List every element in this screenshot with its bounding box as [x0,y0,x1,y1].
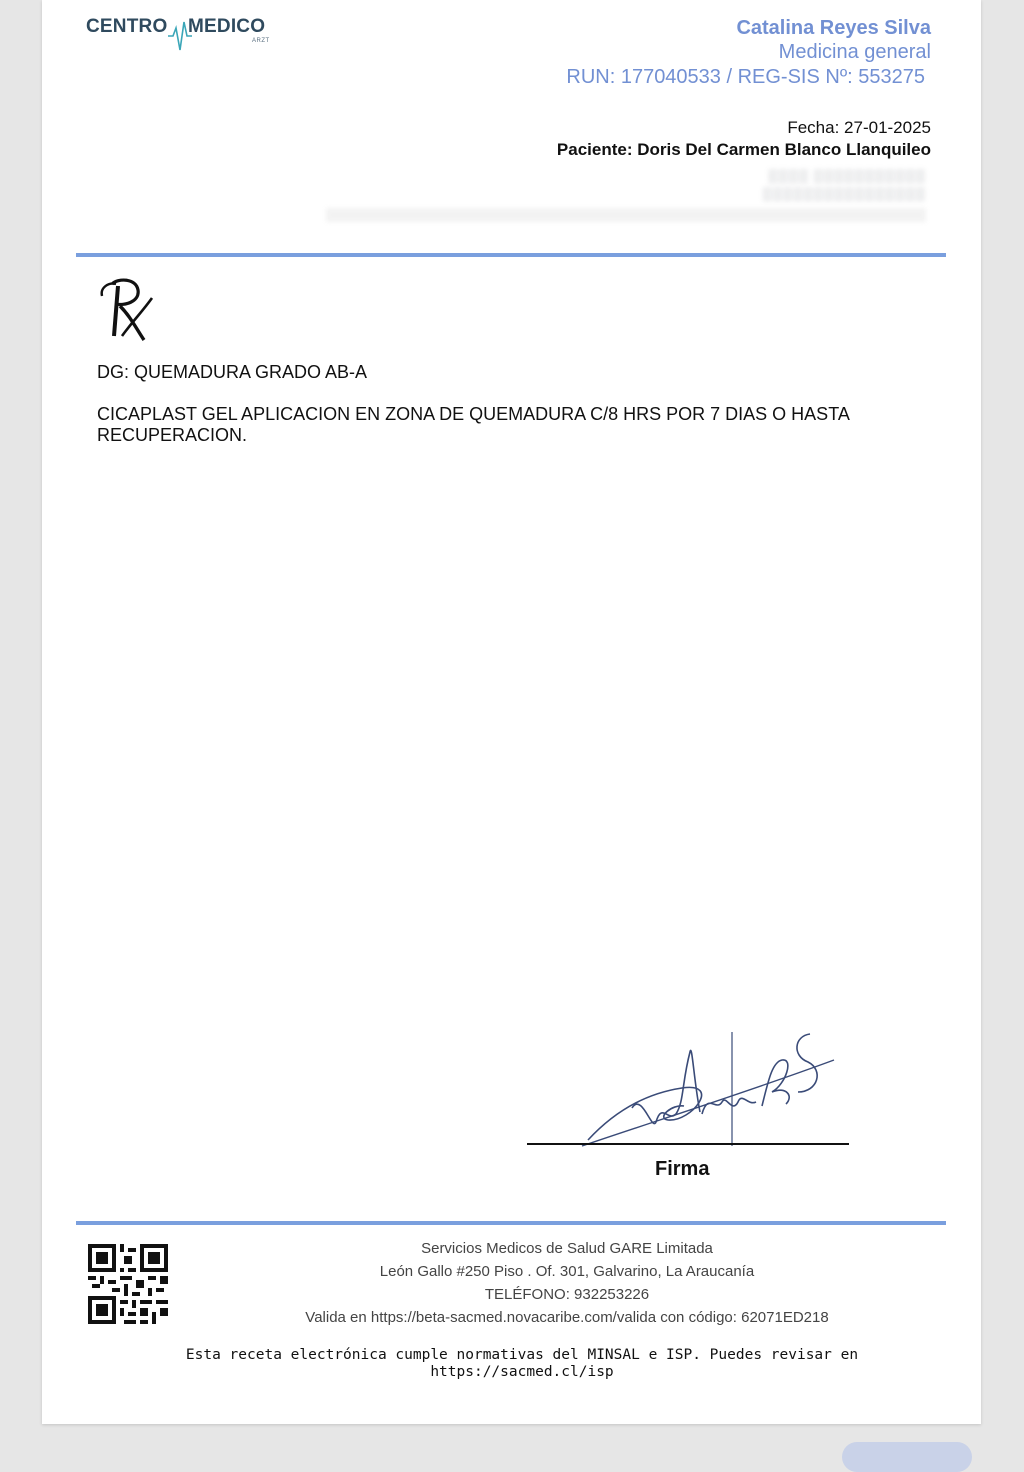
diagnosis: DG: QUEMADURA GRADO AB-A [97,362,368,382]
footer-divider [76,1221,946,1225]
logo-subtext: ARZT [252,38,270,44]
logo-word-medico: MEDICO [188,16,266,37]
rx-symbol-icon [96,276,160,346]
doctor-info [566,16,931,90]
signature-line [527,1143,849,1145]
footer-phone: TELÉFONO: 932253226 [484,1286,650,1303]
scroll-indicator[interactable] [842,1442,972,1472]
prescription-document: CENTRO MEDICO ARZT Catalina Reyes Silva Medicina general RUN: 177040533 / REG-SIS Nº: 553275 Fecha: 27-01-2025 Paciente: Doris Del Carmen Blanco Llanquileo ▒▒▒▒ ▒▒▒▒▒▒▒▒▒▒▒ ▒▒▒▒▒▒▒▒▒▒▒▒▒▒▒▒ DG: QUEMADURA GRADO AB-A CICAPLAST GEL APLICACION EN ZONA DE QUEMADURA C/8 HRS POR 7 DIAS O HASTA RECUPERACION. Firma Servicios Medicos de Salud GARE Limitada León Gallo #250 Piso . Of. 301, Galvarino, La Araucanía TELÉFONO: 932253226 Valida en https://beta-sacmed.novacaribe.com/valida con código: 62071ED218 Esta receta electrónica cumple normativas del MINSAL e ISP. Puedes revisar en https://sacmed.cl/isp [42,0,981,1424]
patient-name: Paciente: Doris Del Carmen Blanco Llanquileo [556,140,931,159]
logo-word-centro: CENTRO [86,16,168,37]
legal-notice: Esta receta electrónica cumple normativas del MINSAL e ISP. Puedes revisar en https://sacmed.cl/isp [185,1347,859,1380]
doctor-signature [572,1022,842,1152]
qr-code [88,1243,168,1325]
prescription-text: CICAPLAST GEL APLICACION EN ZONA DE QUEMADURA C/8 HRS POR 7 DIAS O HASTA RECUPERACION. [97,404,849,445]
clinic-logo [86,14,276,54]
footer-validation: Valida en https://beta-sacmed.novacaribe.com/valida con código: 62071ED218 [305,1309,829,1326]
footer-company: Servicios Medicos de Salud GARE Limitada [421,1240,713,1257]
header-divider [76,253,946,257]
footer-address: León Gallo #250 Piso . Of. 301, Galvarino, La Araucanía [379,1263,755,1280]
doctor-name: Catalina Reyes Silva [736,17,931,39]
doctor-specialty: Medicina general [778,41,931,63]
prescription-date: Fecha: 27-01-2025 [787,118,931,137]
doctor-registration: RUN: 177040533 / REG-SIS Nº: 553275 [566,66,925,88]
signature-label: Firma [655,1158,710,1180]
